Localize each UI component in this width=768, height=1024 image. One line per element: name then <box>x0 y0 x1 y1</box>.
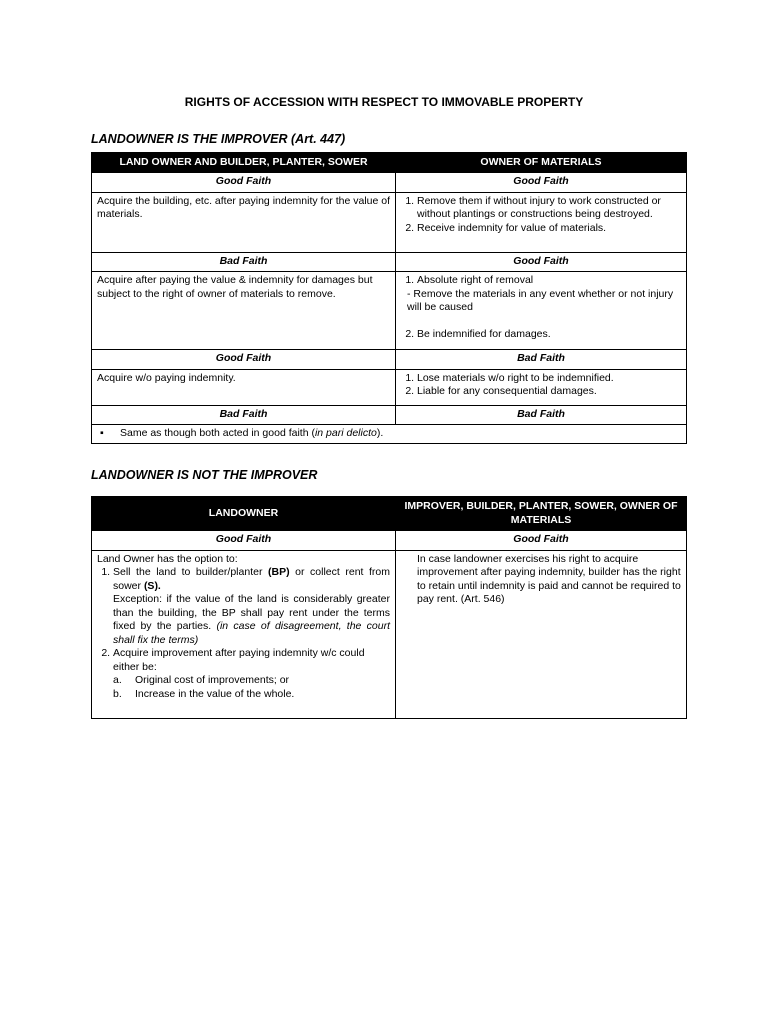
list-item: 2. Receive indemnity for value of materials. <box>417 222 681 236</box>
section-heading-not-improver: LANDOWNER IS NOT THE IMPROVER <box>91 468 318 482</box>
table-cell-note: ▪ Same as though both acted in good faith (in pari delicto). <box>92 425 687 444</box>
list-item: 1. Remove them if without injury to work constructed or without plantings or constructions being destroyed. <box>417 195 681 222</box>
table-header: LAND OWNER AND BUILDER, PLANTER, SOWER <box>92 153 396 173</box>
faith-label: Good Faith <box>396 531 687 551</box>
table-cell <box>396 192 687 252</box>
bullet-icon: ▪ <box>100 427 104 439</box>
table-header: LANDOWNER <box>92 497 396 531</box>
sub-list-item: b. Increase in the value of the whole. <box>113 687 295 700</box>
faith-label: Good Faith <box>396 173 687 193</box>
table-cell: Acquire w/o paying indemnity. <box>92 369 396 405</box>
landowner-not-improver-table <box>91 496 687 719</box>
faith-label: Bad Faith <box>396 405 687 425</box>
list-item: 2. Be indemnified for damages. <box>417 328 681 342</box>
table-cell <box>396 369 687 405</box>
sub-list-item: a. Original cost of improvements; or <box>113 674 290 686</box>
table-cell <box>396 272 687 350</box>
table-cell: Acquire after paying the value & indemnity for damages but subject to the right of owner of materials to remove. <box>92 272 396 350</box>
landowner-improver-table <box>91 152 687 444</box>
list-item: 2. Acquire improvement after paying indemnity w/c could either be: a. Original cost of improvements; or b. Increase in the value of the whole. <box>113 647 390 701</box>
faith-label: Good Faith <box>396 252 687 272</box>
faith-label: Good Faith <box>92 531 396 551</box>
list-item: 1. Absolute right of removal <box>417 274 681 288</box>
improver-rights-text: In case landowner exercises his right to acquire improvement after paying indemnity, builder has the right to retain until indemnity is paid and cannot be required to pay rent. (Art. 546) <box>417 552 681 605</box>
list-item: 1. Sell the land to builder/planter (BP) or collect rent from sower (S). Exception: if the value of the land is considerably greater than the building, the BP shall pay rent under the terms fixed by the parties. (in case of disagreement, the court shall fix the terms) <box>113 566 390 647</box>
table-cell: Acquire the building, etc. after paying indemnity for the value of materials. <box>92 192 396 252</box>
faith-label: Good Faith <box>92 350 396 370</box>
page-title: RIGHTS OF ACCESSION WITH RESPECT TO IMMOVABLE PROPERTY <box>184 95 584 109</box>
table-header: OWNER OF MATERIALS <box>396 153 687 173</box>
table-cell <box>396 550 687 718</box>
list-sub-item: - Remove the materials in any event whether or not injury will be caused <box>407 287 674 313</box>
faith-label: Bad Faith <box>92 252 396 272</box>
list-item: 2. Liable for any consequential damages. <box>417 385 681 399</box>
section-heading-improver: LANDOWNER IS THE IMPROVER (Art. 447) <box>91 132 346 146</box>
exception-text: Exception: if the value of the land is considerably greater than the building, the BP shall pay rent under the terms fixed by the parties. (in case of disagreement, the court shall fix the terms) <box>113 593 391 646</box>
table-header: IMPROVER, BUILDER, PLANTER, SOWER, OWNER OF MATERIALS <box>396 497 687 531</box>
list-item: 1. Lose materials w/o right to be indemnified. <box>417 372 681 386</box>
faith-label: Bad Faith <box>396 350 687 370</box>
faith-label: Good Faith <box>92 173 396 193</box>
option-intro: Land Owner has the option to: <box>97 552 238 565</box>
faith-label: Bad Faith <box>92 405 396 425</box>
table-cell <box>92 550 396 718</box>
